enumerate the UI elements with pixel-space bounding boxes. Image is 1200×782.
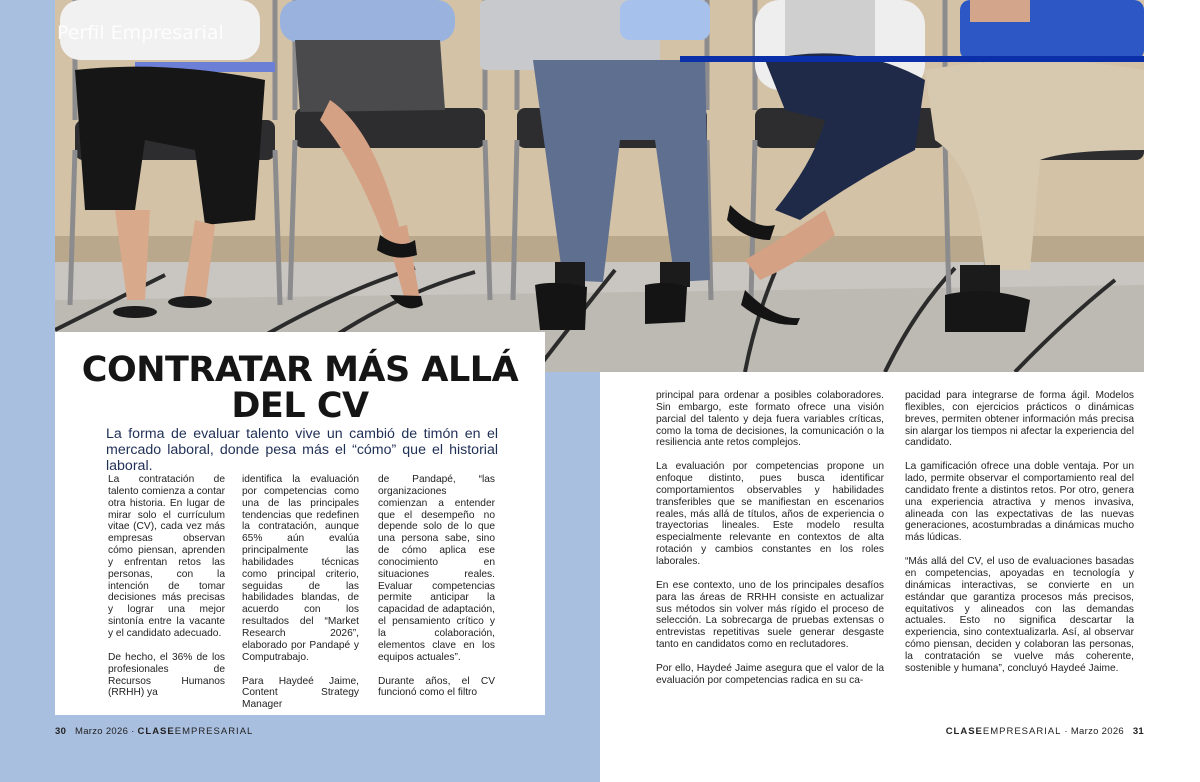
paragraph: La evaluación por competencias propone un enfoque distinto, pues busca identificar comportamientos observables y habilidades transferibles que se manifiestan en escenarios reales, más allá de títulos, años de experiencia o trayectorias lineales. Este modelo resulta especialmente relevante en contextos de alta rotación y cambios constantes en los roles laborales. xyxy=(656,461,884,567)
brand-bold: CLASE xyxy=(945,726,983,737)
section-tag: Perfil Empresarial xyxy=(57,22,224,44)
left-column-3 xyxy=(378,474,495,711)
right-column-1 xyxy=(656,390,884,699)
accent-rule xyxy=(680,56,1144,62)
page-number: 30 xyxy=(55,726,67,737)
paragraph: identifica la evaluación por competencias como una de las principales tendencias que redefinen la contratación, aunque 65% aún evalúa principalmente las habilidades técnicas como principal criterio, seguidas de las habilidades blandas, de acuerdo con los resultados del “Market Research 2026”, elaborado por Pandapé y Computrabajo. xyxy=(242,474,359,663)
paragraph: de Pandapé, “las organizaciones comienzan a entender que el desempeño no depende solo de lo que una persona sabe, sino de cómo aplica ese conocimiento en situaciones reales. Evaluar competencias permite anticipar la capacidad de adaptación, el pensamiento crítico y la colaboración, elementos clave en los equipos actuales”. xyxy=(378,474,495,663)
paragraph: En ese contexto, uno de los principales desafíos para las áreas de RRHH consiste en actualizar sus métodos sin volver más rígido el proceso de selección. La sobrecarga de pruebas extensas o entrevistas repetitivas suele generar desgaste tanto en candidatos como en reclutadores. xyxy=(656,579,884,651)
brand-light: EMPRESARIAL xyxy=(174,726,254,737)
paragraph: Para Haydeé Jaime, Content Strategy Manager xyxy=(242,675,359,711)
footer-right xyxy=(946,726,1144,737)
paragraph: principal para ordenar a posibles colaboradores. Sin embargo, este formato ofrece una visión parcial del talento y deja fuera variables críticas, como la toma de decisiones, la comunicación o la resiliencia ante retos complejos. xyxy=(656,390,884,449)
right-column-2 xyxy=(905,390,1134,687)
issue-date: · Marzo 2026 xyxy=(1064,726,1124,737)
issue-date: Marzo 2026 · xyxy=(75,726,135,737)
brand-light: EMPRESARIAL xyxy=(982,726,1062,737)
paragraph: La contratación de talento comienza a contar otra historia. En lugar de mirar solo el currículum vitae (CV), cada vez más empresas observan cómo piensan, aprenden y enfrentan retos las personas, con la intención de tomar decisiones más precisas y lograr una mejor sintonía entre la vacante y el candidato adecuado. xyxy=(108,474,225,639)
paragraph: Por ello, Haydeé Jaime asegura que el valor de la evaluación por competencias radica en su ca- xyxy=(656,662,884,686)
article-headline: CONTRATAR MÁS ALLÁ DEL CV xyxy=(81,350,519,426)
paragraph: La gamificación ofrece una doble ventaja. Por un lado, permite observar el comportamiento real del candidato frente a distintos retos. Por otro, genera una experiencia atractiva y menos invasiva, alineada con las expectativas de las nuevas generaciones, acostumbradas a dinámicas mucho más lúdicas. xyxy=(905,461,1134,544)
article-deck: La forma de evaluar talento vive un cambió de timón en el mercado laboral, donde pesa más el “cómo” que el historial laboral. xyxy=(106,426,498,474)
left-column-1 xyxy=(108,474,225,711)
paragraph: Durante años, el CV funcionó como el filtro xyxy=(378,675,495,699)
brand-bold: CLASE xyxy=(137,726,175,737)
left-column-2 xyxy=(242,474,359,723)
footer-left xyxy=(55,726,253,737)
paragraph: “Más allá del CV, el uso de evaluaciones basadas en competencias, apoyadas en tecnología y dinámicas interactivas, se convierte en un estándar que garantiza procesos más precisos, equitativos y alineados con las demandas actuales. Esto no significa descartar la experiencia, sino contextualizarla. Así, al observar cómo piensan, deciden y colaboran las personas, la contratación se vuelve más coherente, sostenible y humana”, concluyó Haydeé Jaime. xyxy=(905,556,1134,674)
paragraph: De hecho, el 36% de los profesionales de Recursos Humanos (RRHH) ya xyxy=(108,651,225,699)
page-number: 31 xyxy=(1132,726,1144,737)
paragraph: pacidad para integrarse de forma ágil. Modelos flexibles, con ejercicios prácticos o dinámicas breves, permiten obtener información más precisa sin alargar los tiempos ni afectar la experiencia del candidato. xyxy=(905,390,1134,449)
